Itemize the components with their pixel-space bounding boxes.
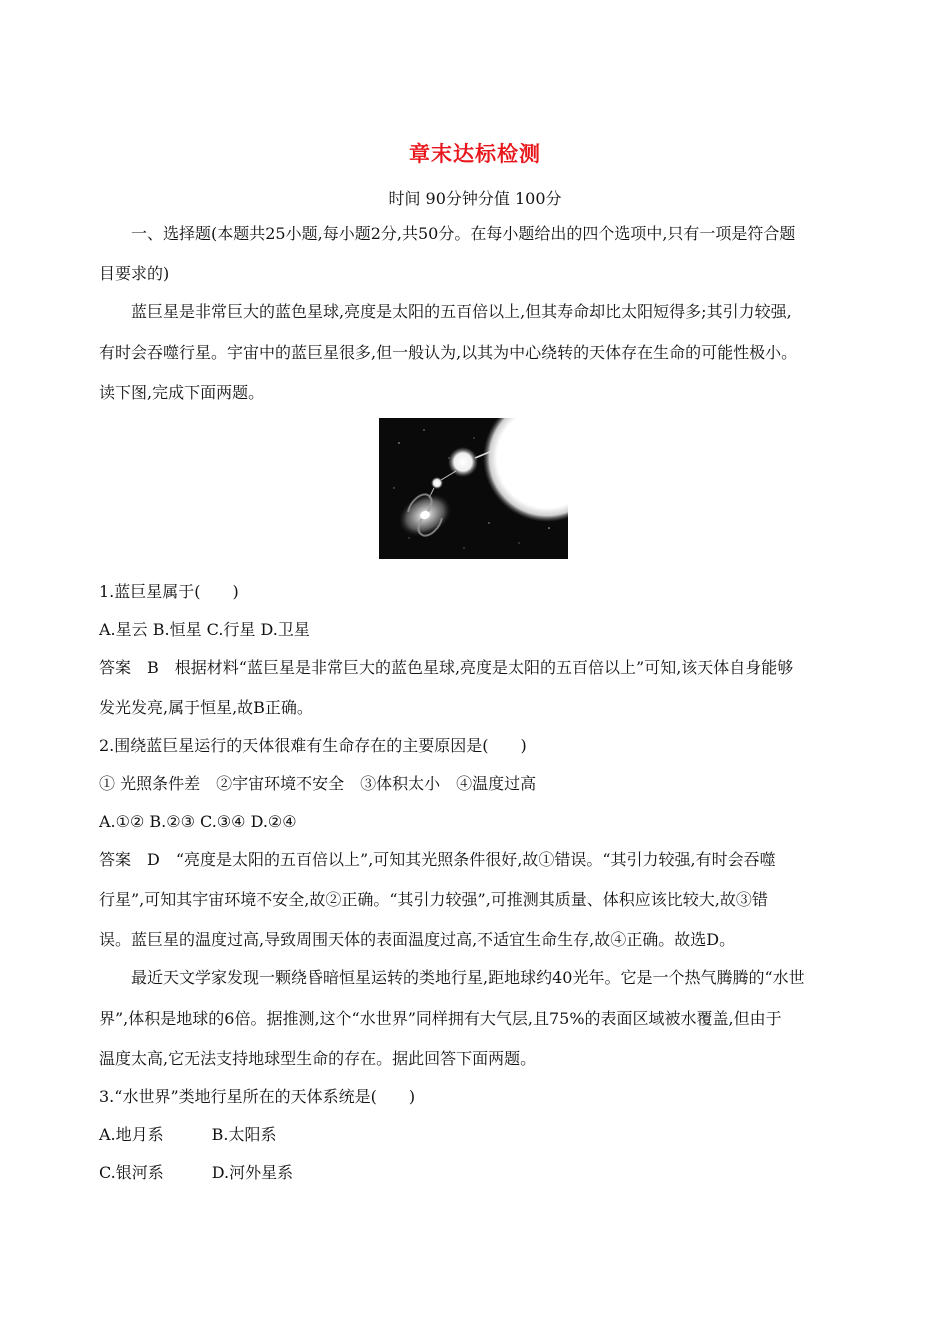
question-2-options: A.①② B.②③ C.③④ D.②④ xyxy=(99,812,297,831)
question-3-option-d: D.河外星系 xyxy=(211,1163,294,1182)
question-2-stem: 2.围绕蓝巨星运行的天体很难有生命存在的主要原因是( ) xyxy=(99,736,527,755)
passage-1-line-3: 读下图,完成下面两题。 xyxy=(99,383,265,402)
question-1-stem: 1.蓝巨星属于( ) xyxy=(99,582,239,601)
question-2-items: ① 光照条件差 ②宇宙环境不安全 ③体积太小 ④温度过高 xyxy=(99,774,537,793)
question-1-answer-line-2: 发光发亮,属于恒星,故B正确。 xyxy=(99,698,313,717)
page-title: 章末达标检测 xyxy=(409,142,541,166)
section-heading-line-1: 一、选择题(本题共25小题,每小题2分,共50分。在每小题给出的四个选项中,只有一项是符合题 xyxy=(131,224,796,243)
passage-2-line-2: 界”,体积是地球的6倍。据推测,这个“水世界”同样拥有大气层,且75%的表面区域被水覆盖,但由于 xyxy=(99,1009,782,1028)
exam-meta: 时间 90分钟分值 100分 xyxy=(388,189,562,208)
question-3-option-b: B.太阳系 xyxy=(211,1125,277,1144)
blue-giant-space-image xyxy=(379,418,568,559)
question-3-options-row-1 xyxy=(99,1124,277,1146)
question-1-options: A.星云 B.恒星 C.行星 D.卫星 xyxy=(99,620,310,639)
passage-1-line-2: 有时会吞噬行星。宇宙中的蓝巨星很多,但一般认为,以其为中心绕转的天体存在生命的可能性极小。 xyxy=(99,343,798,362)
section-heading-line-2: 目要求的) xyxy=(99,264,170,283)
question-2-answer-line-3: 误。蓝巨星的温度过高,导致周围天体的表面温度过高,不适宜生命生存,故④正确。故选D。 xyxy=(99,930,736,949)
question-3-option-a: A.地月系 xyxy=(99,1125,164,1144)
passage-1-line-1: 蓝巨星是非常巨大的蓝色星球,亮度是太阳的五百倍以上,但其寿命却比太阳短得多;其引力较强, xyxy=(131,302,792,321)
question-1-answer-line-1: 答案 B 根据材料“蓝巨星是非常巨大的蓝色星球,亮度是太阳的五百倍以上”可知,该天体自身能够 xyxy=(99,658,794,677)
question-3-options-row-2 xyxy=(99,1162,293,1184)
question-2-answer-line-1: 答案 D “亮度是太阳的五百倍以上”,可知其光照条件很好,故①错误。“其引力较强,有时会吞噬 xyxy=(99,850,776,869)
question-3-option-c: C.银河系 xyxy=(99,1163,164,1182)
question-3-stem: 3.“水世界”类地行星所在的天体系统是( ) xyxy=(99,1087,416,1106)
question-2-answer-line-2: 行星”,可知其宇宙环境不安全,故②正确。“其引力较强”,可推测其质量、体积应该比较大,故③错 xyxy=(99,890,768,909)
passage-2-line-3: 温度太高,它无法支持地球型生命的存在。据此回答下面两题。 xyxy=(99,1049,537,1068)
passage-2-line-1: 最近天文学家发现一颗绕昏暗恒星运转的类地行星,距地球约40光年。它是一个热气腾腾的“水世 xyxy=(131,968,805,987)
